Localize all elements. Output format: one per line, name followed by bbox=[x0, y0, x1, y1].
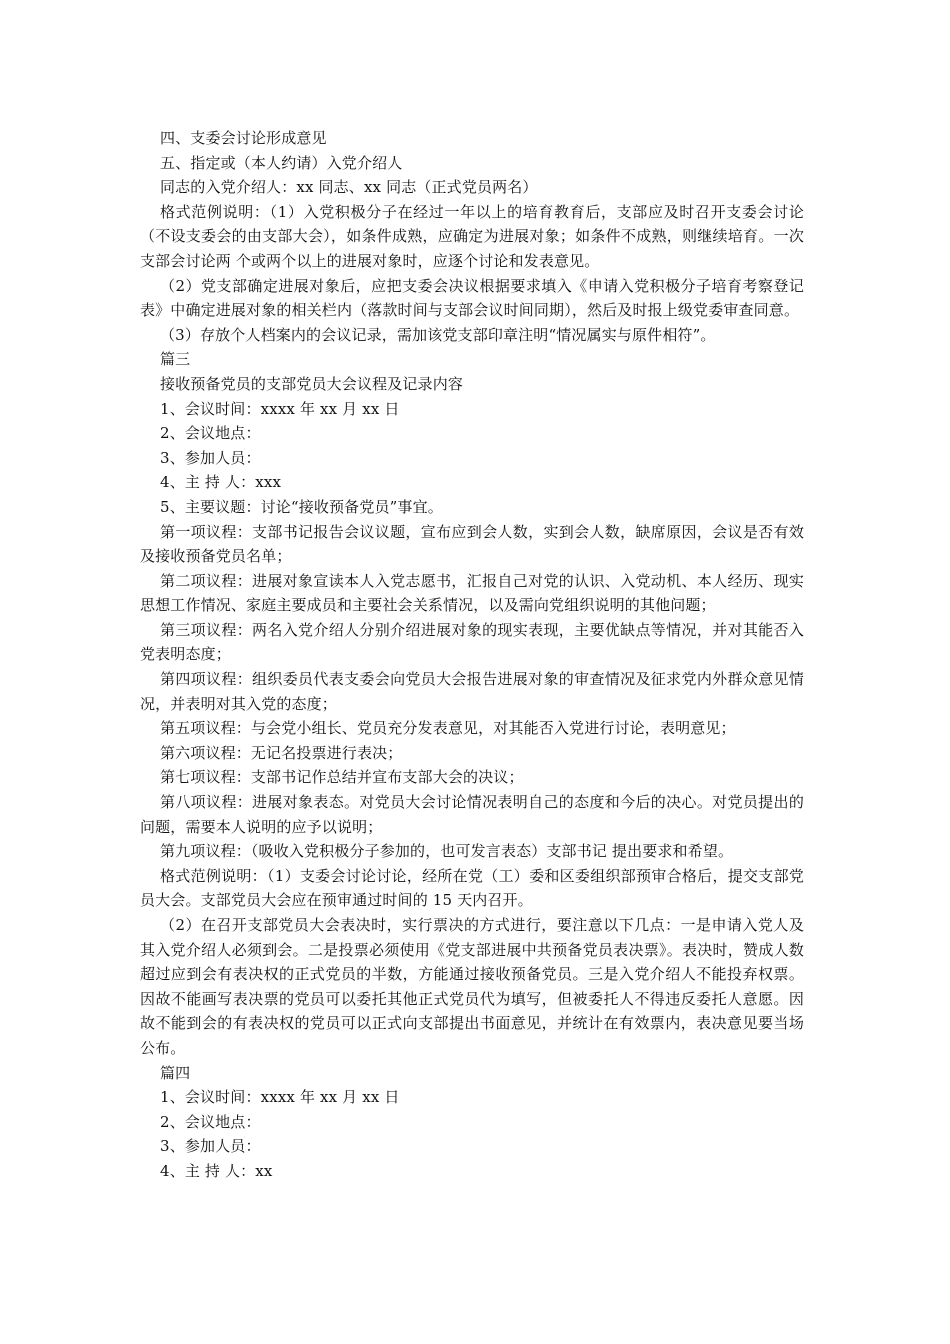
meeting-location: 2、会议地点： bbox=[160, 424, 261, 443]
agenda-item: 第九项议程：（吸收入党积极分子参加的，也可发言表态）支部书记 提出要求和希望。 bbox=[160, 842, 734, 861]
agenda-item: 第一项议程：支部书记报告会议议题，宣布应到会人数，实到会人数，缺席原因，会议是否有效及接收预备党员名单； bbox=[140, 522, 804, 566]
section-heading: 篇三 bbox=[160, 350, 191, 369]
text-line: 同志的入党介绍人：xx 同志、xx 同志（正式党员两名） bbox=[160, 178, 538, 197]
agenda-item: 第八项议程：进展对象表态。对党员大会讨论情况表明自己的态度和今后的决心。对党员提出的问题，需要本人说明的应予以说明； bbox=[140, 793, 804, 836]
agenda-item: 第六项议程：无记名投票进行表决； bbox=[160, 743, 403, 762]
agenda-item: 第三项议程：两名入党介绍人分别介绍进展对象的现实表现，主要优缺点等情况，并对其能否入党表明态度； bbox=[140, 620, 804, 664]
meeting-location: 2、会议地点： bbox=[160, 1112, 261, 1131]
agenda-item: 第四项议程：组织委员代表支委会向党员大会报告进展对象的审查情况及征求党内外群众意见情况，并表明对其入党的态度； bbox=[140, 670, 804, 713]
meeting-attendees: 3、参加人员： bbox=[160, 1137, 261, 1156]
text-line: 四、支委会讨论形成意见 bbox=[160, 129, 327, 147]
section-title: 接收预备党员的支部党员大会议程及记录内容 bbox=[160, 374, 464, 393]
meeting-host: 4、主 持 人：xx bbox=[160, 1161, 273, 1180]
paragraph: （2）在召开支部党员大会表决时，实行票决的方式进行，要注意以下几点：一是申请入党人及其入党介绍人必须到会。二是投票必须使用《党支部进展中共预备党员表决票》。表决时，赞成人数超过应到会有表决权的正式党员的半数，方能通过接收预备党员。三是入党介绍人不能投弃权票。因故不能画写表决票的党员可以委托其他正式党员代为填写，但被委托人不得违反委托人意愿。因故不能到会的有表决权的党员可以正式向支部提出书面意见，并统计在有效票内，表决意见要当场公布。 bbox=[140, 916, 804, 1057]
paragraph: （3）存放个人档案内的会议记录，需加该党支部印章注明“情况属实与原件相符”。 bbox=[160, 325, 716, 344]
paragraph: 格式范例说明：（1）支委会讨论讨论，经所在党（工）委和区委组织部预审合格后，提交支部党员大会。支部党员大会应在预审通过时间的 15 天内召开。 bbox=[140, 866, 804, 910]
document-body bbox=[140, 126, 804, 1184]
meeting-host: 4、主 持 人：xxx bbox=[160, 473, 282, 492]
paragraph: （2）党支部确定进展对象后，应把支委会决议根据要求填入《申请入党积极分子培育考察登记表》中确定进展对象的相关栏内（落款时间与支部会议时间同期），然后及时报上级党委审查同意。 bbox=[140, 276, 804, 320]
agenda-item: 第五项议程：与会党小组长、党员充分发表意见，对其能否入党进行讨论，表明意见； bbox=[160, 719, 736, 738]
paragraph: 格式范例说明：（1）入党积极分子在经过一年以上的培育教育后，支部应及时召开支委会讨论（不设支委会的由支部大会），如条件成熟，应确定为进展对象；如条件不成熟，则继续培育。一次支部会讨论两 个或两个以上的进展对象时，应逐个讨论和发表意见。 bbox=[140, 202, 804, 270]
meeting-time: 1、会议时间：xxxx 年 xx 月 xx 日 bbox=[160, 1088, 400, 1107]
agenda-item: 第七项议程：支部书记作总结并宣布支部大会的决议； bbox=[160, 768, 524, 787]
meeting-topic: 5、主要议题：讨论“接收预备党员”事宜。 bbox=[160, 497, 443, 516]
section-heading: 篇四 bbox=[160, 1063, 191, 1082]
agenda-item: 第二项议程：进展对象宣读本人入党志愿书，汇报自己对党的认识、入党动机、本人经历、现实思想工作情况、家庭主要成员和主要社会关系情况，以及需向党组织说明的其他问题； bbox=[140, 571, 804, 615]
meeting-attendees: 3、参加人员： bbox=[160, 448, 261, 467]
text-line: 五、指定或（本人约请）入党介绍人 bbox=[160, 153, 403, 172]
meeting-time: 1、会议时间：xxxx 年 xx 月 xx 日 bbox=[160, 399, 400, 418]
